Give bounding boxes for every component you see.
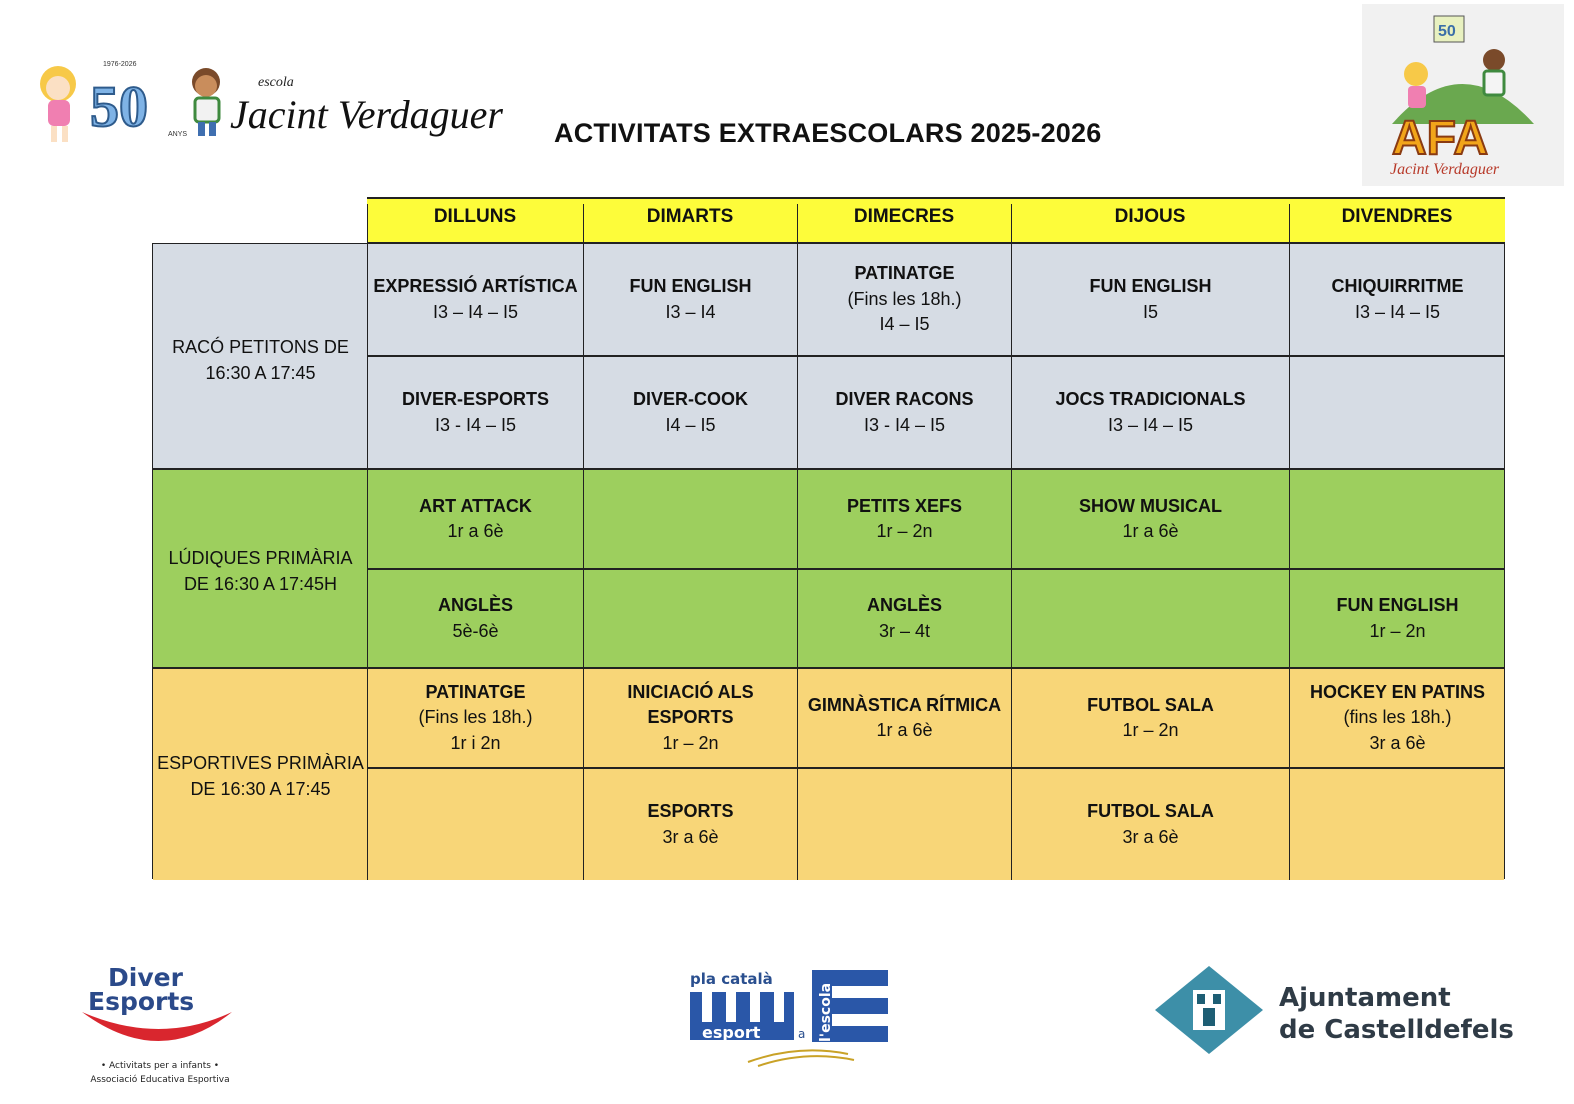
svg-text:1976-2026: 1976-2026 xyxy=(103,61,137,68)
ajuntament-castelldefels-logo xyxy=(1155,966,1525,1056)
activity-detail: 3r a 6è xyxy=(1122,826,1179,847)
svg-text:50: 50 xyxy=(1438,23,1456,40)
svg-text:esport: esport xyxy=(702,1023,761,1042)
activity-name: FUN ENGLISH xyxy=(1336,595,1459,615)
activity-cell-raco-row1-col1 xyxy=(368,244,583,355)
activity-name: PATINATGE xyxy=(854,263,955,284)
activity-name: DIVER-COOK xyxy=(632,389,748,409)
activity-detail: I4 – I5 xyxy=(879,314,930,335)
activity-cell-raco-row1-col2 xyxy=(584,244,797,355)
svg-text:pla català: pla català xyxy=(690,970,773,988)
svg-text:Jacint Verdaguer: Jacint Verdaguer xyxy=(230,92,503,137)
activity-cell-esportives-row1-col4 xyxy=(1012,669,1289,767)
activity-cell-raco-row2-col4 xyxy=(1012,357,1289,468)
activity-cell-ludiques-row1-col1 xyxy=(368,470,583,568)
school-logo xyxy=(18,50,503,150)
activity-detail: I5 xyxy=(1142,301,1158,322)
activity-name: CHIQUIRRITME xyxy=(1331,276,1464,296)
column-divider xyxy=(797,204,798,246)
column-divider xyxy=(367,204,368,246)
svg-text:Associació Educativa Esportiva: Associació Educativa Esportiva xyxy=(90,1075,230,1085)
activity-cell-raco-row2-col3 xyxy=(798,357,1011,468)
schedule-grid xyxy=(152,243,1505,879)
activity-cell-raco-row1-col4 xyxy=(1012,244,1289,355)
activity-cell-esportives-row1-col3 xyxy=(798,669,1011,767)
svg-text:50: 50 xyxy=(90,74,148,139)
activity-cell-esportives-row2-col5 xyxy=(1290,769,1505,880)
activity-name: EXPRESSIÓ ARTÍSTICA xyxy=(373,276,578,296)
activity-cell-esportives-row2-col2 xyxy=(584,769,797,880)
svg-text:escola: escola xyxy=(258,75,294,90)
activity-detail: 1r i 2n xyxy=(450,732,501,753)
activity-detail: I3 - I4 – I5 xyxy=(863,414,946,435)
activity-detail: 1r a 6è xyxy=(1122,521,1179,541)
day-header-thursday: DIJOUS xyxy=(1114,206,1186,227)
activity-name: ESPORTS xyxy=(647,801,734,821)
activity-detail: (fins les 18h.) xyxy=(1343,707,1452,728)
activity-name: ART ATTACK xyxy=(419,495,532,516)
activity-name: ANGLÈS xyxy=(437,595,513,615)
activity-cell-ludiques-row2-col5 xyxy=(1290,570,1505,667)
svg-text:Ajuntament: Ajuntament xyxy=(1279,983,1451,1013)
activity-detail: I3 – I4 – I5 xyxy=(432,301,519,322)
activity-cell-esportives-row2-col4 xyxy=(1012,769,1289,880)
activity-name: DIVER RACONS xyxy=(835,389,974,409)
activity-name: PATINATGE xyxy=(425,681,526,702)
activity-name: FUTBOL SALA xyxy=(1087,694,1214,715)
activity-cell-ludiques-row2-col1 xyxy=(368,570,583,667)
activity-cell-raco-row2-col2 xyxy=(584,357,797,468)
activity-detail: 1r a 6è xyxy=(876,720,933,740)
activity-name: SHOW MUSICAL xyxy=(1079,495,1222,516)
afa-logo xyxy=(1362,4,1564,186)
day-header-monday: DILLUNS xyxy=(433,206,517,227)
activity-detail: I3 – I4 xyxy=(665,301,716,322)
activity-detail: 1r – 2n xyxy=(1369,620,1426,641)
column-divider xyxy=(1011,204,1012,246)
activity-name: INICIACIÓ ALS ESPORTS xyxy=(627,681,754,728)
activity-cell-ludiques-row1-col3 xyxy=(798,470,1011,568)
svg-text:Esports: Esports xyxy=(88,987,195,1016)
day-header-tuesday: DIMARTS xyxy=(646,206,734,227)
activity-cell-ludiques-row1-col2 xyxy=(584,470,797,568)
column-divider xyxy=(1289,204,1290,246)
svg-text:AFA: AFA xyxy=(1392,112,1488,165)
activity-detail: (Fins les 18h.) xyxy=(847,288,962,309)
activity-cell-ludiques-row2-col3 xyxy=(798,570,1011,667)
svg-text:l'escola: l'escola xyxy=(818,982,834,1042)
activity-detail: 1r a 6è xyxy=(447,521,504,541)
activity-detail: 3r – 4t xyxy=(878,620,931,641)
pla-catala-esport-escola-logo xyxy=(688,966,902,1070)
activity-name: GIMNÀSTICA RÍTMICA xyxy=(807,694,1002,715)
svg-text:de Castelldefels: de Castelldefels xyxy=(1279,1015,1514,1045)
activity-detail: 1r – 2n xyxy=(1122,720,1179,740)
activity-name: PETITS XEFS xyxy=(846,495,963,516)
activity-detail: I3 – I4 – I5 xyxy=(1107,414,1194,435)
day-header-row xyxy=(367,197,1505,244)
svg-text:Jacint Verdaguer: Jacint Verdaguer xyxy=(1390,161,1500,178)
svg-text:a: a xyxy=(798,1027,806,1041)
day-header-friday: DIVENDRES xyxy=(1341,206,1453,227)
activity-cell-raco-row1-col5 xyxy=(1290,244,1505,355)
activity-name: FUTBOL SALA xyxy=(1087,801,1214,821)
activity-name: FUN ENGLISH xyxy=(629,276,752,296)
activity-cell-raco-row2-col5 xyxy=(1290,357,1505,468)
day-header-wednesday: DIMECRES xyxy=(853,206,955,227)
activity-cell-esportives-row2-col1 xyxy=(368,769,583,880)
activity-cell-ludiques-row2-col4 xyxy=(1012,570,1289,667)
activity-detail: I3 – I4 – I5 xyxy=(1354,301,1441,322)
activity-name: JOCS TRADICIONALS xyxy=(1055,389,1246,409)
svg-text:• Activitats per a infants •: • Activitats per a infants • xyxy=(100,1061,220,1071)
svg-text:ANYS: ANYS xyxy=(168,131,188,138)
activity-cell-raco-row1-col3 xyxy=(798,244,1011,355)
page-title: ACTIVITATS EXTRAESCOLARS 2025-2026 xyxy=(554,118,1102,148)
category-label: LÚDIQUES PRIMÀRIA DE 16:30 A 17:45H xyxy=(168,548,353,594)
activity-detail: 3r a 6è xyxy=(662,826,719,847)
column-divider xyxy=(583,204,584,246)
activity-detail: I4 – I5 xyxy=(665,414,716,435)
svg-text:Diver: Diver xyxy=(108,963,183,992)
activity-cell-esportives-row1-col1 xyxy=(368,669,583,767)
activity-cell-ludiques-row1-col5 xyxy=(1290,470,1505,568)
activity-detail: (Fins les 18h.) xyxy=(418,707,533,728)
activity-cell-raco-row2-col1 xyxy=(368,357,583,468)
activity-name: HOCKEY EN PATINS xyxy=(1309,681,1486,702)
activity-name: ANGLÈS xyxy=(866,595,942,615)
category-label: ESPORTIVES PRIMÀRIA DE 16:30 A 17:45 xyxy=(157,753,364,799)
activity-detail: 3r a 6è xyxy=(1369,732,1426,753)
activity-cell-ludiques-row1-col4 xyxy=(1012,470,1289,568)
activity-cell-esportives-row1-col5 xyxy=(1290,669,1505,767)
activity-detail: 1r – 2n xyxy=(876,521,933,541)
activity-detail: 1r – 2n xyxy=(662,732,719,753)
activity-name: DIVER-ESPORTS xyxy=(401,389,550,409)
activity-cell-ludiques-row2-col2 xyxy=(584,570,797,667)
activity-name: FUN ENGLISH xyxy=(1089,276,1212,296)
activity-detail: 5è-6è xyxy=(452,620,499,641)
activity-detail: I3 - I4 – I5 xyxy=(434,414,517,435)
category-label: RACÓ PETITONS DE 16:30 A 17:45 xyxy=(172,337,349,383)
activity-cell-esportives-row1-col2 xyxy=(584,669,797,767)
diver-esports-logo xyxy=(60,960,260,1088)
activity-cell-esportives-row2-col3 xyxy=(798,769,1011,880)
